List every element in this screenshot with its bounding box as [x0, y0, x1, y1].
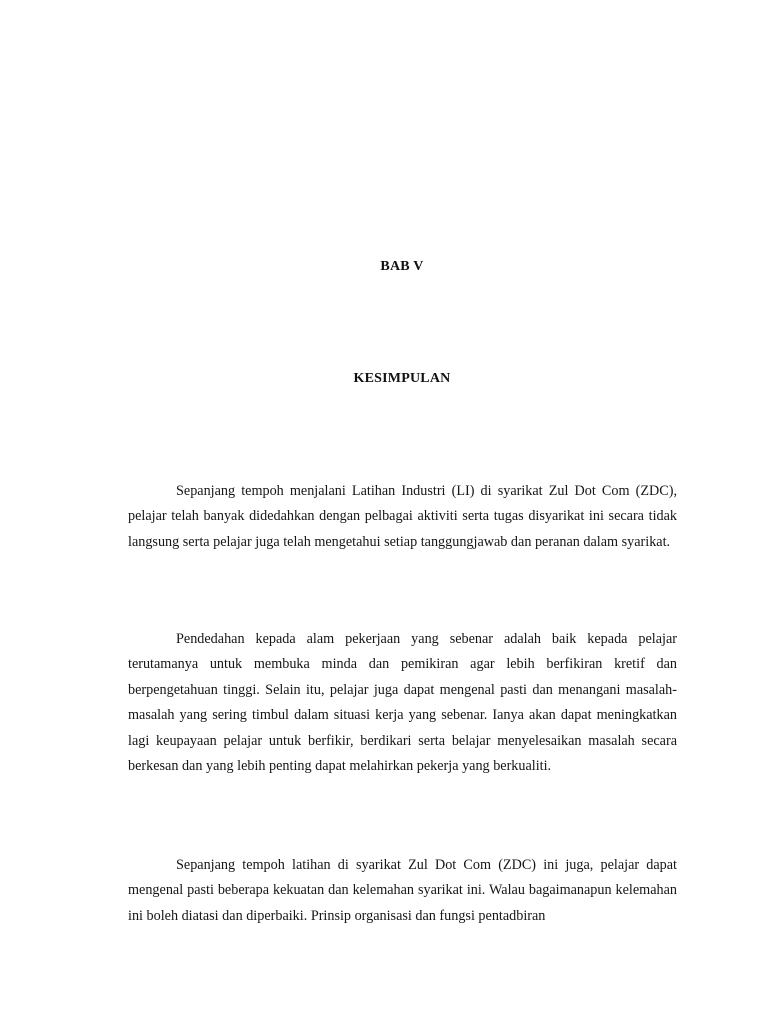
conclusion-paragraph-3: Sepanjang tempoh latihan di syarikat Zul Dot Com (ZDC) ini juga, pelajar dapat mengenal pasti beberapa kekuatan dan kelemahan syarikat ini. Walau bagaimanapun kelemahan ini boleh diatasi dan diperbaiki. Prinsip organisasi dan fungsi pentadbiran	[128, 857, 677, 924]
chapter-number: BAB V	[380, 259, 424, 274]
conclusion-paragraph-1: Sepanjang tempoh menjalani Latihan Industri (LI) di syarikat Zul Dot Com (ZDC), pelajar telah banyak didedahkan dengan pelbagai aktiviti serta tugas disyarikat ini secara tidak langsung serta pelajar juga telah mengetahui setiap tanggungjawab dan peranan dalam syarikat.	[128, 483, 677, 550]
chapter-title: KESIMPULAN	[353, 371, 451, 386]
conclusion-paragraph-2: Pendedahan kepada alam pekerjaan yang sebenar adalah baik kepada pelajar terutamanya untuk membuka minda dan pemikiran agar lebih berfikiran kretif dan berpengetahuan tinggi. Selain itu, pelajar juga dapat mengenal pasti dan menangani masalah-masalah yang sering timbul dalam situasi kerja yang sebenar. Ianya akan dapat meningkatkan lagi keupayaan pelajar untuk berfikir, berdikari serta belajar menyelesaikan masalah secara berkesan dan yang lebih penting dapat melahirkan pekerja yang berkualiti.	[128, 631, 677, 775]
